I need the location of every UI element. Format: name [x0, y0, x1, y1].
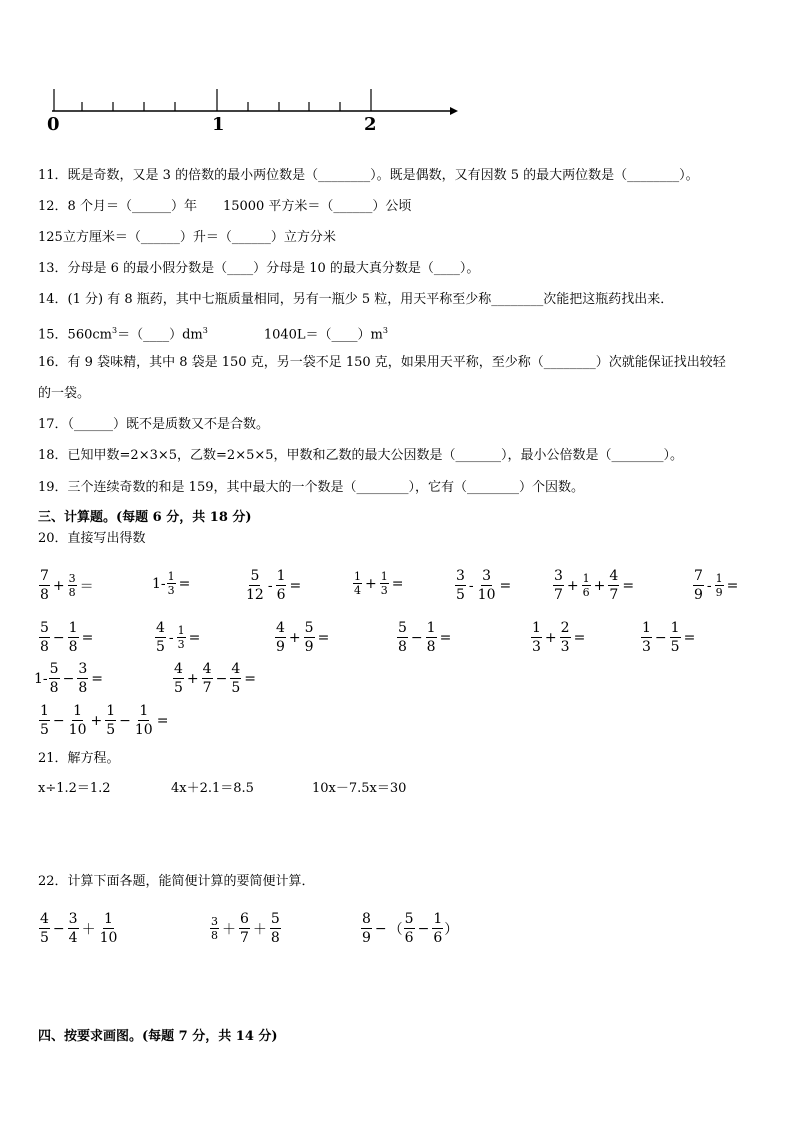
calc-r1-1: $\frac{7}{8}$ + $\frac{3}{8}$ ＝ [40, 568, 94, 603]
question-11: 11．既是奇数，又是 3 的倍数的最小两位数是（________）。既是偶数，又有因数 5 的最大两位数是（________）。 [38, 168, 699, 183]
question-17: 17．（______）既不是质数又不是合数。 [38, 417, 270, 432]
calc-r2-5: $\frac{1}{3}$ + $\frac{2}{3}$ = [532, 620, 586, 655]
question-12b: 125立方厘米＝（______）升＝（______）立方分米 [38, 230, 336, 245]
calc-r2-3: $\frac{4}{9}$ + $\frac{5}{9}$ = [276, 620, 330, 655]
number-line-label-1: 1 [212, 114, 225, 135]
number-line-ticks [54, 89, 371, 111]
calc-r4-1: $\frac{1}{5}$ − $\frac{1}{10}$ + $\frac{1}{5}$ − $\frac{1}{10}$ = [40, 703, 169, 738]
q15-exp-2: 3 [202, 326, 208, 335]
number-line [40, 80, 470, 140]
calc22-2: $\frac{3}{8}$ ＋ $\frac{6}{7}$ ＋ $\frac{5}{8}$ [211, 911, 280, 946]
calc-r2-1: $\frac{5}{8}$ − $\frac{1}{8}$ = [40, 620, 94, 655]
question-19: 19．三个连续奇数的和是 159，其中最大的一个数是（________），它有（________）个因数。 [38, 480, 584, 495]
calc-r1-6: $\frac{3}{7}$ + $\frac{1}{6}$ + $\frac{4}{7}$ = [554, 568, 635, 603]
question-20: 20．直接写出得数 [38, 531, 146, 546]
question-14: 14．(1 分) 有 8 瓶药，其中七瓶质量相同，另有一瓶少 5 粒，用天平称至少称________次能把这瓶药找出来． [38, 292, 674, 307]
question-22: 22．计算下面各题，能简便计算的要简便计算． [38, 874, 315, 889]
equation-1: x÷1.2＝1.2 [38, 781, 111, 796]
calc-r2-2: $\frac{4}{5}$ - $\frac{1}{3}$ = [156, 620, 201, 655]
question-18: 18．已知甲数=2×3×5，乙数=2×5×5，甲数和乙数的最大公因数是（_______），最小公倍数是（________）。 [38, 448, 684, 463]
question-12a: 12．8 个月＝（______）年 15000 平方米＝（______）公顷 [38, 199, 412, 214]
q15-part-b: ＝（____）dm [117, 327, 203, 343]
calc-r2-6: $\frac{1}{3}$ − $\frac{1}{5}$ = [642, 620, 696, 655]
number-line-label-2: 2 [364, 114, 377, 135]
calc-r2-4: $\frac{5}{8}$ − $\frac{1}{8}$ = [398, 620, 452, 655]
q15-exp-3: 3 [382, 326, 388, 335]
equation-3: 10x－7.5x＝30 [312, 781, 407, 796]
number-line-arrow [450, 107, 458, 115]
calc-r3-1: 1 - $\frac{5}{8}$ − $\frac{3}{8}$ = [34, 661, 103, 696]
calc-r1-3: $\frac{5}{12}$ - $\frac{1}{6}$ = [246, 568, 302, 603]
question-16b: 的一袋。 [38, 386, 91, 401]
question-13: 13．分母是 6 的最小假分数是（____）分母是 10 的最大真分数是（____）。 [38, 261, 480, 276]
question-21: 21．解方程。 [38, 751, 120, 766]
number-line-label-0: 0 [47, 114, 60, 135]
q15-part-c: 1040L＝（____）m [263, 327, 383, 343]
question-15 [38, 323, 388, 343]
calc-r1-5: $\frac{3}{5}$ - $\frac{3}{10}$ = [456, 568, 512, 603]
section-4-heading: 四、按要求画图。(每题 7 分，共 14 分) [38, 1029, 278, 1044]
question-16a: 16．有 9 袋味精，其中 8 袋是 150 克，另一袋不足 150 克，如果用天平称，至少称（________）次就能保证找出较轻 [38, 355, 726, 370]
calc22-1: $\frac{4}{5}$ − $\frac{3}{4}$ ＋ $\frac{1}{10}$ [40, 911, 118, 946]
q15-part-a: 15．560cm [38, 327, 112, 343]
calc-r3-2: $\frac{4}{5}$ + $\frac{4}{7}$ − $\frac{4}{5}$ = [174, 661, 256, 696]
calc-r1-7: $\frac{7}{9}$ - $\frac{1}{9}$ = [694, 568, 739, 603]
calc-r1-2: 1 - $\frac{1}{3}$ = [152, 570, 191, 597]
calc22-3: $\frac{8}{9}$ − （ $\frac{5}{6}$ − $\frac{1}{6}$ ） [362, 911, 459, 946]
q15-exp-1: 3 [111, 326, 118, 335]
equation-2: 4x＋2.1＝8.5 [171, 781, 254, 796]
calc-r1-4: $\frac{1}{4}$ + $\frac{1}{3}$ = [354, 570, 404, 597]
section-3-heading: 三、计算题。(每题 6 分，共 18 分) [38, 510, 252, 525]
